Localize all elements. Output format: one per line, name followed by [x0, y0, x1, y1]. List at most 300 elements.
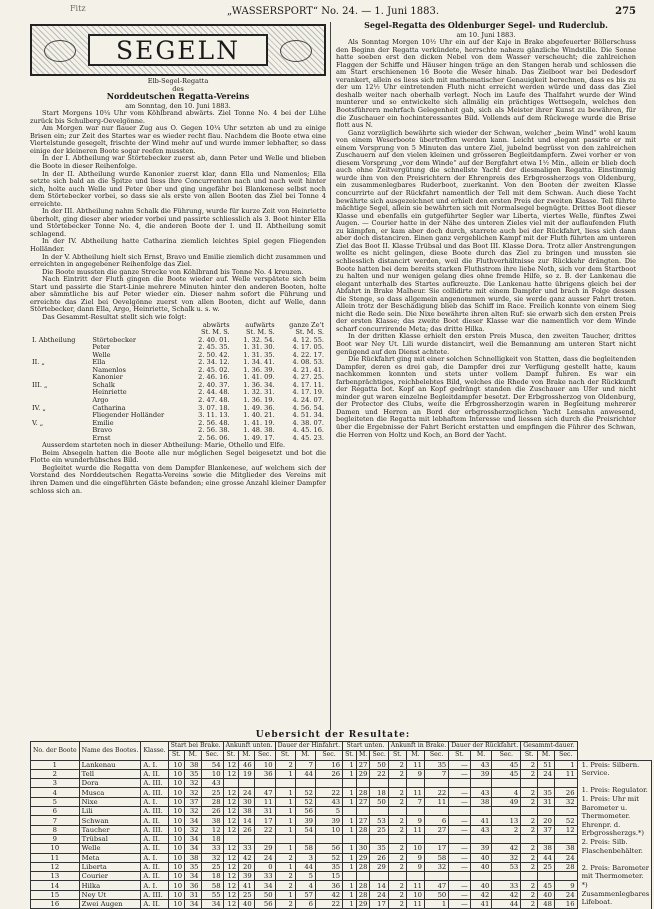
cell-time: 25 — [201, 788, 223, 797]
left-column — [30, 78, 326, 495]
cell-time: 46 — [239, 760, 255, 769]
cell-time — [406, 779, 424, 788]
cell-time: 47 — [424, 881, 448, 890]
cell-time: 2 — [388, 769, 406, 778]
cell-name: Lankenau — [79, 760, 141, 769]
table-row — [31, 900, 652, 909]
th-unit: St. — [168, 751, 184, 760]
cell-time: 1 — [343, 769, 357, 778]
cell-name: Taucher — [79, 825, 141, 834]
cell-time: 42 — [239, 853, 255, 862]
time-value: 4. 12. 55. — [292, 335, 324, 344]
th-no: No. der Boote — [31, 742, 80, 761]
cell-time — [406, 807, 424, 816]
th-unit: St. — [521, 751, 538, 760]
cell-time: 10 — [406, 844, 424, 853]
time-value: 1. 36. 39. — [243, 365, 275, 374]
boat-name: Störtebecker — [92, 335, 137, 344]
cell-time: — — [449, 797, 471, 806]
boat-name: Welle — [92, 350, 111, 359]
table-row — [31, 788, 652, 797]
th-dauer-hin: Dauer der Hinfahrt. — [275, 742, 343, 751]
cell-time: 41 — [239, 881, 255, 890]
cell-no: 8 — [31, 825, 80, 834]
cell-time: 24 — [538, 769, 555, 778]
time-value: 2. 50. 42. — [198, 350, 230, 359]
cell-time: 2 — [388, 900, 406, 909]
cell-time: 2 — [521, 900, 538, 909]
col-head: aufwärts — [245, 320, 275, 329]
cell-time: 42 — [492, 890, 521, 899]
cell-time — [239, 834, 255, 843]
th-unit: Sec. — [315, 751, 342, 760]
cell-time: 48 — [538, 900, 555, 909]
cell-time: 32 — [201, 853, 223, 862]
cell-time: 12 — [223, 797, 239, 806]
cell-time: 2 — [275, 760, 295, 769]
cell-time: 1 — [275, 844, 295, 853]
cell-time: 25 — [239, 890, 255, 899]
col-head: abwärts — [202, 320, 230, 329]
cell-time: 36 — [315, 881, 342, 890]
cell-time: 22 — [424, 788, 448, 797]
cell-time: 15 — [315, 872, 342, 881]
cell-time: 38 — [185, 853, 201, 862]
time-value: 4. 27. 25. — [292, 373, 324, 382]
cell-name: Lili — [79, 807, 141, 816]
cell-time: 18 — [201, 834, 223, 843]
cell-time: 40 — [470, 853, 492, 862]
banner-title: SEGELN — [115, 35, 241, 65]
cell-time: 39 — [239, 872, 255, 881]
cell-time: 11 — [406, 825, 424, 834]
cell-time — [370, 779, 388, 788]
cell-time — [538, 834, 555, 843]
cell-time: 9 — [406, 853, 424, 862]
cell-time — [315, 779, 342, 788]
time-value: 4. 51. 34. — [292, 411, 324, 420]
cell-time: 13 — [492, 816, 521, 825]
results-row — [30, 344, 326, 352]
cell-time: 29 — [356, 853, 370, 862]
cell-time: 1 — [275, 825, 295, 834]
boat-name: Kanonier — [92, 373, 123, 382]
cell-time: 41 — [470, 900, 492, 909]
cell-time: 2 — [521, 853, 538, 862]
cell-time: 32 — [185, 779, 201, 788]
cell-time: 12 — [223, 769, 239, 778]
remark-line: 1. Preis: Uhr mit Barometer u. Thermometer. — [581, 794, 640, 821]
cell-time: 49 — [492, 797, 521, 806]
cell-time: 2 — [275, 853, 295, 862]
cell-time: 56 — [295, 807, 315, 816]
th-unit: St. — [343, 751, 357, 760]
cell-time: 1 — [343, 797, 357, 806]
cell-name: Ney Ut — [79, 890, 141, 899]
cell-time: 33 — [254, 872, 275, 881]
cell-time: 58 — [295, 844, 315, 853]
cell-time: 10 — [168, 807, 184, 816]
cell-time — [388, 779, 406, 788]
cell-time — [538, 779, 555, 788]
cell-time: 28 — [356, 890, 370, 899]
time-value: 4. 21. 41. — [292, 365, 324, 374]
cell-no: 3 — [31, 779, 80, 788]
cell-class: A. I. — [141, 881, 168, 890]
th-unit: Sec. — [254, 751, 275, 760]
cell-time: 32 — [492, 853, 521, 862]
col-sub: St. M. S. — [200, 328, 230, 337]
cell-time: 10 — [168, 844, 184, 853]
cell-time: 38 — [185, 760, 201, 769]
cell-time — [424, 779, 448, 788]
cell-time: 38 — [239, 807, 255, 816]
cell-class: A. III. — [141, 788, 168, 797]
cell-time: 38 — [470, 797, 492, 806]
paragraph: Am Morgen war nur flauer Zug aus O. Gegen 10¼ Uhr setzten ab und zu einige Brisen ein; zur Zeit des Startes war es wieder recht flau. Nachdem die Boote etwa eine Viertelstunde gesegelt, frischte der Wind mehr auf und wurde immer lebhafter, so dass einige der kleineren Boote sogar reefen mussten. — [30, 124, 326, 155]
boat-name: Schalk — [92, 380, 115, 389]
cell-time: 45 — [492, 760, 521, 769]
cell-time: 43 — [201, 779, 223, 788]
cell-class: A. III. — [141, 825, 168, 834]
paragraph: Beim Absegeln hatten die Boote alle nur möglichen Segel beigesetzt und bot die Flotte ein wunderhübsches Bild. — [30, 448, 326, 465]
cell-time: 16 — [554, 900, 577, 909]
cell-time: 1 — [424, 900, 448, 909]
cell-class: A. II. — [141, 900, 168, 909]
th-unit: Sec. — [492, 751, 521, 760]
cell-time — [343, 807, 357, 816]
cell-time: 54 — [201, 760, 223, 769]
cell-time — [424, 834, 448, 843]
col-sub: St. M. S. — [245, 328, 275, 337]
cell-time: 5 — [315, 807, 342, 816]
cell-time: 7 — [295, 760, 315, 769]
cell-time: 42 — [492, 844, 521, 853]
results-row — [30, 405, 326, 413]
cell-time: 0 — [254, 862, 275, 871]
th-unit: St. — [223, 751, 239, 760]
cell-name: Zwei Augen — [79, 900, 141, 909]
cell-time: 11 — [406, 788, 424, 797]
paragraph: In der dritten Klasse erhielt den ersten Preis Musca, den zweiten Taucher, drittes Boot war Ney Ut. Lili wurde distancirt, weil die Bemannung am unteren Start nicht genügend auf den Dienst achtete. — [336, 332, 636, 356]
cell-time: 35 — [185, 862, 201, 871]
boat-name: Namenlos — [92, 365, 126, 374]
cell-time: 11 — [424, 797, 448, 806]
cell-time — [239, 779, 255, 788]
cell-time: 33 — [492, 881, 521, 890]
cell-time: 37 — [538, 825, 555, 834]
cell-time: 2 — [492, 825, 521, 834]
cell-time: 1 — [275, 890, 295, 899]
th-unit: M. — [356, 751, 370, 760]
cell-time: 43 — [470, 760, 492, 769]
cell-time: 12 — [223, 900, 239, 909]
cell-time — [388, 834, 406, 843]
table-row — [31, 881, 652, 890]
cell-time: 35 — [370, 844, 388, 853]
cell-time: 10 — [168, 853, 184, 862]
th-unit: M. — [470, 751, 492, 760]
cell-time: 2 — [388, 788, 406, 797]
cell-time: 28 — [356, 881, 370, 890]
cell-name: Musca — [79, 788, 141, 797]
table-row — [31, 816, 652, 825]
cell-no: 2 — [31, 769, 80, 778]
cell-no: 4 — [31, 788, 80, 797]
cell-time: 1 — [343, 788, 357, 797]
cell-time: 35 — [185, 769, 201, 778]
cell-time: 12 — [223, 760, 239, 769]
group-label: I. Abtheilung — [32, 335, 76, 344]
ornament-left-icon — [44, 40, 76, 62]
cell-no: 15 — [31, 890, 80, 899]
cell-time — [275, 834, 295, 843]
cell-time — [356, 779, 370, 788]
cell-time: 29 — [356, 769, 370, 778]
cell-time: 9 — [554, 881, 577, 890]
cell-time: 10 — [168, 779, 184, 788]
cell-time: 11 — [554, 769, 577, 778]
time-value: 2. 46. 16. — [198, 373, 230, 382]
cell-time — [492, 779, 521, 788]
cell-time: 57 — [295, 890, 315, 899]
cell-time: 12 — [223, 881, 239, 890]
cell-time: 6 — [295, 900, 315, 909]
cell-time: 1 — [275, 788, 295, 797]
th-unit: M. — [406, 751, 424, 760]
cell-time: 14 — [239, 816, 255, 825]
paragraph: Als Sonntag Morgen 10½ Uhr ein auf der Kaje in Brake abgefeuerter Böllerschuss den Beginn der Regatta verkündete, herrschte nahezu gänzliche Windstille. Die Sonne hatte soeben erst den dicken Nebel von dem Wasser verscheucht; die zahlreichen Flaggen der Schiffe und Häuser hingen träge an den Stangen herab und schlossen die am Start erschienenen 16 Boote die Weser hinab. Das Zielboot war bei Dedesdorf verankert, allein es liess sich mit mathematischer Genauigkeit berechnen, dass es bis zu der um 12½ Uhr eintretenden Fluth nicht erreicht werden würde und dass das Ziel deshalb weiter nach oberhalb verlegt. Noch im Laufe des Thalfahrt wurde der Wind munterer und so entwickelte sich allmälig ein prächtiges Wettsegeln, welches den Bootsführern mehrfach Gelegenheit gab, sich als Meister ihrer Kunst zu bewähren, für die Zuschauer ein hochinteressantes Bild. Vollends auf dem Rückwege wurde die Brise flott aus N. — [336, 38, 636, 130]
cell-no: 7 — [31, 816, 80, 825]
results-table — [30, 322, 326, 443]
cell-time: 28 — [356, 788, 370, 797]
remark-line: *) Zusammenlegbares Lifeboat. — [581, 880, 650, 907]
cell-time: 14 — [370, 881, 388, 890]
cell-time: 50 — [254, 890, 275, 899]
cell-time: 2 — [275, 881, 295, 890]
table-row — [31, 807, 652, 816]
cell-name: Nixe — [79, 797, 141, 806]
cell-time: — — [449, 816, 471, 825]
cell-time: 12 — [223, 807, 239, 816]
cell-class: A. II. — [141, 862, 168, 871]
cell-time: 27 — [424, 825, 448, 834]
time-value: 4. 22. 17. — [292, 350, 324, 359]
time-value: 4. 17. 05. — [292, 343, 324, 352]
time-value: 1. 34. 41. — [243, 358, 275, 367]
cell-no: 1 — [31, 760, 80, 769]
cell-class: A. I. — [141, 760, 168, 769]
cell-time — [223, 779, 239, 788]
cell-name: Tell — [79, 769, 141, 778]
cell-time: 52 — [554, 816, 577, 825]
time-value: 1. 32. 54. — [243, 335, 275, 344]
cell-time: 18 — [201, 872, 223, 881]
cell-time: 26 — [554, 788, 577, 797]
remark-line — [582, 778, 650, 787]
cell-time: 2 — [388, 760, 406, 769]
cell-time: 58 — [201, 881, 223, 890]
time-value: 2. 40. 37. — [198, 380, 230, 389]
cell-time: 2 — [388, 862, 406, 871]
cell-time: 27 — [356, 816, 370, 825]
cell-time: 38 — [554, 844, 577, 853]
group-label: IV. „ — [32, 403, 46, 412]
cell-time: 10 — [168, 890, 184, 899]
cell-class: A. I. — [141, 853, 168, 862]
remark-line: 1. Preis: Regulator. — [581, 786, 648, 795]
cell-time: 10 — [168, 769, 184, 778]
cell-time: 17 — [370, 900, 388, 909]
cell-time: 1 — [343, 816, 357, 825]
article-heading: Segel-Regatta des Oldenburger Segel- und Ruderclub. — [364, 20, 608, 30]
boat-name: Catharina — [92, 403, 126, 412]
time-value: 2. 45. 35. — [198, 343, 230, 352]
col-head: ganze Ze't — [289, 320, 324, 329]
cell-time — [554, 807, 577, 816]
group-label — [30, 389, 90, 397]
cell-time: 42 — [470, 890, 492, 899]
cell-time: 12 — [201, 825, 223, 834]
remarks-cell — [577, 760, 652, 909]
page-header — [30, 6, 636, 20]
cell-time: 26 — [201, 807, 223, 816]
table-row — [31, 853, 652, 862]
cell-time: 43 — [315, 797, 342, 806]
boat-name: Fliegender Holländer — [92, 411, 165, 420]
cell-time: 17 — [424, 844, 448, 853]
cell-time: 12 — [223, 816, 239, 825]
cell-time: 10 — [168, 816, 184, 825]
cell-time: 33 — [239, 844, 255, 853]
cell-time — [492, 834, 521, 843]
cell-time: — — [449, 862, 471, 871]
cell-no: 14 — [31, 881, 80, 890]
cell-time: 2 — [388, 797, 406, 806]
cell-time — [388, 807, 406, 816]
cell-time: 40 — [239, 900, 255, 909]
cell-no: 5 — [31, 797, 80, 806]
time-value: 1. 31. 30. — [243, 343, 275, 352]
cell-time: 22 — [315, 788, 342, 797]
cell-time — [356, 807, 370, 816]
cell-time: 32 — [185, 807, 201, 816]
time-value: 1. 40. 21. — [243, 411, 275, 420]
cell-time: 12 — [223, 890, 239, 899]
cell-time: 27 — [356, 760, 370, 769]
cell-time: 32 — [185, 788, 201, 797]
cell-time: 2 — [521, 890, 538, 899]
cell-time: 38 — [201, 816, 223, 825]
cell-time: 39 — [315, 816, 342, 825]
cell-time — [370, 834, 388, 843]
cell-time: 2 — [388, 890, 406, 899]
cell-time: 44 — [538, 853, 555, 862]
table-header-row — [31, 742, 652, 751]
cell-time: 43 — [470, 788, 492, 797]
remark-line: 2. Preis: Silb. Flaschenbehälter. — [581, 837, 643, 855]
cell-time: 22 — [254, 825, 275, 834]
cell-time: 2 — [521, 769, 538, 778]
group-label: V. „ — [32, 418, 44, 427]
cell-time: 51 — [538, 760, 555, 769]
cell-class: A. II. — [141, 834, 168, 843]
group-label — [30, 344, 90, 352]
subheading-des: des — [172, 84, 184, 93]
table-row — [31, 760, 652, 769]
article-date: am Sonntag, den 10. Juni 1883. — [125, 101, 231, 110]
cell-time: 12 — [223, 872, 239, 881]
cell-name: Courier — [79, 872, 141, 881]
cell-time: 40 — [470, 862, 492, 871]
cell-time: 24 — [254, 853, 275, 862]
th-unit: St. — [388, 751, 406, 760]
cell-name: Dora — [79, 779, 141, 788]
time-value: 1. 41. 09. — [243, 373, 275, 382]
cell-time: 10 — [168, 881, 184, 890]
cell-time — [343, 779, 357, 788]
paragraph: Ausserdem starteten noch in dieser Abtheilung: Marie, Othello und Elfe. — [42, 441, 286, 450]
th-unit: M. — [239, 751, 255, 760]
time-value: 3. 11. 13. — [198, 411, 230, 420]
cell-time: 10 — [315, 825, 342, 834]
cell-name: Hilka — [79, 881, 141, 890]
time-value: 2. 44. 48. — [198, 388, 230, 397]
time-value: 4. 38. 07. — [292, 418, 324, 427]
results-row — [30, 337, 326, 345]
cell-time: 16 — [315, 760, 342, 769]
table-body — [31, 760, 652, 909]
time-value: 1. 41. 19. — [243, 418, 275, 427]
cell-time: 6 — [424, 816, 448, 825]
th-klasse: Klasse. — [141, 742, 168, 761]
cell-time: 38 — [538, 844, 555, 853]
cell-time: — — [449, 769, 471, 778]
cell-time: 53 — [370, 816, 388, 825]
cell-time — [424, 872, 448, 881]
cell-time: 29 — [356, 900, 370, 909]
cell-time — [295, 779, 315, 788]
cell-time: 10 — [168, 788, 184, 797]
cell-time: — — [449, 844, 471, 853]
group-label: III. „ — [32, 380, 48, 389]
time-value: 1. 49. 36. — [243, 403, 275, 412]
cell-time: 27 — [356, 797, 370, 806]
cell-time — [295, 834, 315, 843]
cell-time: 29 — [370, 862, 388, 871]
boat-name: Heinriette — [92, 388, 127, 397]
cell-time: 39 — [295, 816, 315, 825]
cell-time: 22 — [370, 769, 388, 778]
cell-class: A. III. — [141, 890, 168, 899]
boat-name: Ernst — [92, 433, 111, 442]
paragraph: In der III. Abtheilung nahm Schalk die Führung, wurde für kurze Zeit von Heinriette überholt, ging dieser aber wieder vorbei und passirte schliesslich als 3. Boot hinter Ella und Störtebecker Tonne No. 4, die anderen Boote der I. und II. Abtheilung somit schlagend. — [30, 207, 326, 238]
th-start-unten: Start unten. — [343, 742, 389, 751]
cell-time: 2 — [388, 881, 406, 890]
table-row — [31, 834, 652, 843]
time-value: 2. 45. 02. — [198, 365, 230, 374]
cell-time: 52 — [315, 853, 342, 862]
cell-time — [492, 872, 521, 881]
th-ankunft-brake: Ankunft in Brake. — [388, 742, 448, 751]
cell-time — [424, 807, 448, 816]
cell-time: 26 — [239, 825, 255, 834]
cell-time: 1 — [343, 862, 357, 871]
cell-time: — — [449, 825, 471, 834]
cell-time: 19 — [239, 769, 255, 778]
cell-time: 2 — [521, 760, 538, 769]
th-ankunft-unten: Ankunft unten. — [223, 742, 275, 751]
